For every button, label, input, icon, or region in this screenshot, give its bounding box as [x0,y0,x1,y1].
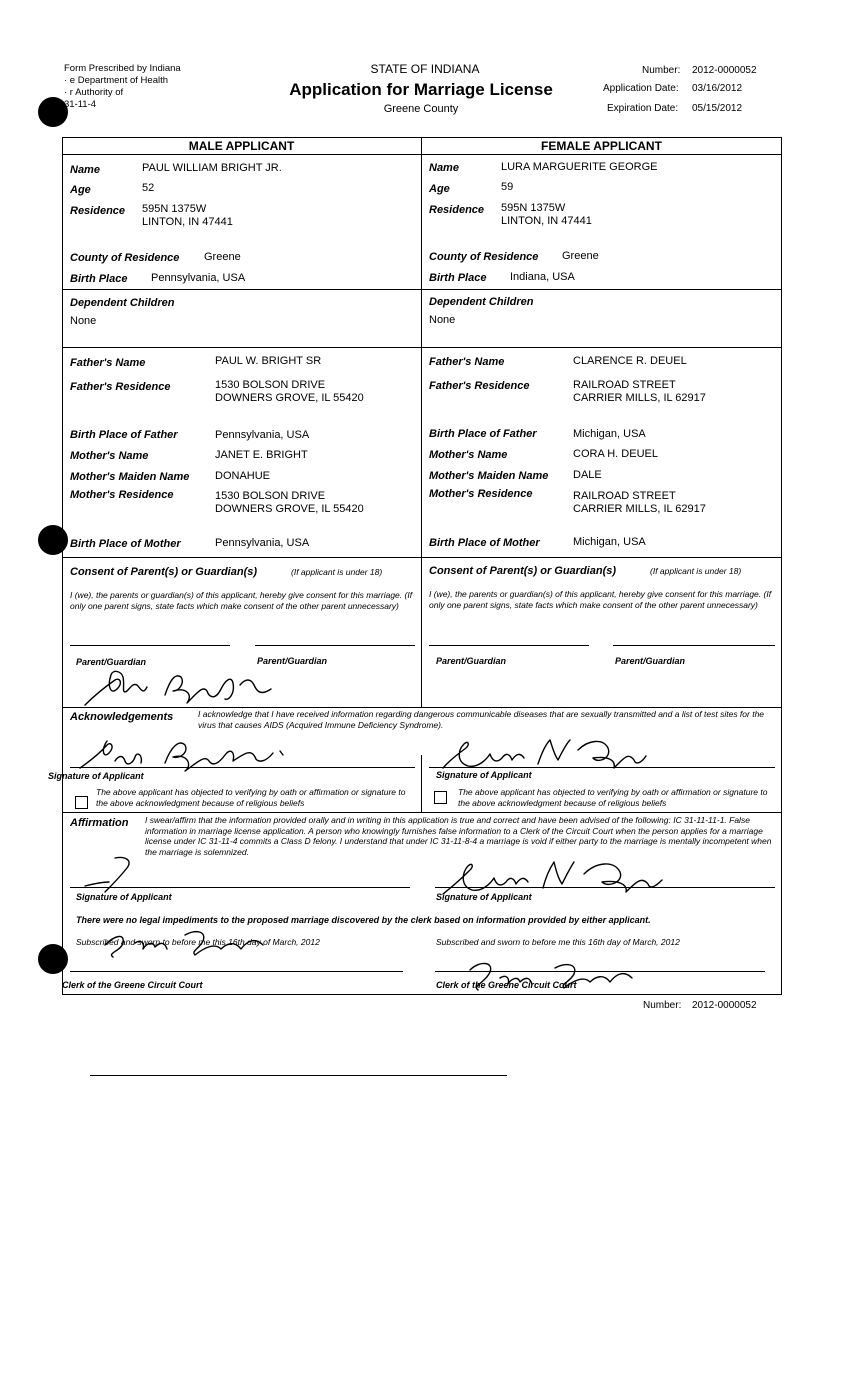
female-mothers-maiden: DALE [573,469,602,481]
female-clerk-label: Clerk of the Greene Circuit Court [436,980,577,990]
number-label: Number: [642,65,681,76]
male-dependent: None [70,315,97,327]
female-affirm-sig-label: Signature of Applicant [436,892,532,902]
female-mothers-maiden-label: Mother's Maiden Name [429,470,549,482]
male-bp-mother-label: Birth Place of Mother [70,538,181,550]
acknowledgements-text: I acknowledge that I have received information regarding dangerous communicable diseases that are sexually transmitted and a list of test sites for the virus that causes AIDS (Acquired Immune Deficiency Syndrome). [198,709,765,730]
male-fathers-name-label: Father's Name [70,357,146,369]
male-fathers-name: PAUL W. BRIGHT SR [215,355,322,367]
female-parent-guardian-1: Parent/Guardian [436,656,507,666]
female-subscribed-text: Subscribed and sworn to before me this 16th day of March, 2012 [436,937,680,947]
female-fathers-name: CLARENCE R. DEUEL [573,355,687,367]
clerk-signature-right [460,950,650,995]
male-applicant-header: MALE APPLICANT [188,139,295,153]
female-consent-text: I (we), the parents or guardian(s) of this applicant, hereby give consent for this marriage. (If only one parent signs, state facts which make consent of the other parent unnecessary) [429,589,772,610]
male-consent-text: I (we), the parents or guardian(s) of this applicant, hereby give consent for this marriage. (If only one parent signs, state facts which make consent of the other parent unnecessary) [70,590,413,611]
footer-number-label: Number: [643,1000,682,1011]
male-fathers-res-label: Father's Residence [70,381,171,393]
male-objected-checkbox[interactable] [75,796,88,809]
female-dependent: None [429,314,456,326]
male-parent-guardian-1: Parent/Guardian [76,657,147,667]
female-bp-father: Michigan, USA [573,428,646,440]
male-clerk-label: Clerk of the Greene Circuit Court [62,980,203,990]
female-mothers-res-label: Mother's Residence [429,488,533,500]
male-bp-mother: Pennsylvania, USA [215,537,310,549]
female-name: LURA MARGUERITE GEORGE [501,161,658,173]
affirmation-title: Affirmation [70,817,129,829]
male-mothers-maiden: DONAHUE [215,470,271,482]
female-birth-place: Indiana, USA [510,271,575,283]
female-objected-checkbox[interactable] [434,791,447,804]
female-age: 59 [501,181,514,193]
number-value: 2012-0000052 [692,65,757,76]
affirmation-text: I swear/affirm that the information provided orally and in writing in this application is true and correct and have been advised of the following: IC 31-11-11-1. False information in marriage license application. A person who knowingly furnishes false information to a Clerk of the Circuit Court when the person applies for a marriage license under IC 31-11-4 commits a Class D felony. I understand that under IC 31-11-8-4 a marriage is void if either party to the marriage is mentally incompetent when the marriage is solemnized. [145,815,772,857]
male-name: PAUL WILLIAM BRIGHT JR. [142,162,282,174]
female-birth-place-label: Birth Place [429,272,487,284]
female-mothers-name-label: Mother's Name [429,449,508,461]
acknowledgements-title: Acknowledgements [70,711,174,723]
exp-date-label: Expiration Date: [607,103,679,114]
male-mothers-name-label: Mother's Name [70,450,149,462]
female-consent-title: Consent of Parent(s) or Guardian(s) [429,565,617,577]
female-county-label: County of Residence [429,251,539,263]
app-date-label: Application Date: [603,83,679,94]
female-ack-sig-label: Signature of Applicant [436,770,532,780]
male-name-label: Name [70,164,100,176]
female-bp-mother-label: Birth Place of Mother [429,537,540,549]
bottom-rule [90,1075,507,1076]
male-mothers-maiden-label: Mother's Maiden Name [70,471,190,483]
male-birth-place-label: Birth Place [70,273,128,285]
male-age: 52 [142,182,155,194]
column-divider [421,137,422,707]
male-residence-label: Residence [70,205,126,217]
female-fathers-res-label: Father's Residence [429,380,530,392]
exp-date-value: 05/15/2012 [692,103,743,114]
female-signature-affirm [438,850,668,900]
female-residence-label: Residence [429,204,485,216]
male-signature-affirm [75,850,155,900]
male-mothers-name: JANET E. BRIGHT [215,449,308,461]
female-mothers-name: CORA H. DEUEL [573,448,658,460]
male-ack-sig-label: Signature of Applicant [48,771,144,781]
female-objected-text: The above applicant has objected to verifying by oath or affirmation or signature to the above acknowledgment because of religious beliefs [458,787,768,808]
female-name-label: Name [429,162,459,174]
male-fathers-res: 1530 BOLSON DRIVE DOWNERS GROVE, IL 55420 [215,379,364,404]
male-county: Greene [204,251,241,263]
male-consent-note: (If applicant is under 18) [291,567,383,577]
prescribed-by: Form Prescribed by Indiana · e Department of Health · r Authority of 31-11-4 [64,63,181,110]
female-signature-ack [438,730,648,775]
county-heading: Greene County [383,103,459,115]
male-bp-father-label: Birth Place of Father [70,429,178,441]
male-age-label: Age [70,184,91,196]
male-signature-ack [75,733,295,773]
female-residence: 595N 1375W LINTON, IN 47441 [501,202,592,227]
no-impediments-statement: There were no legal impediments to the proposed marriage discovered by the clerk based on information provided by either applicant. [76,915,651,925]
state-heading: STATE OF INDIANA [370,62,480,76]
male-parent-guardian-2: Parent/Guardian [257,656,328,666]
male-mothers-res-label: Mother's Residence [70,489,174,501]
female-parent-guardian-2: Parent/Guardian [615,656,686,666]
male-bp-father: Pennsylvania, USA [215,429,310,441]
page-title: Application for Marriage License [289,80,553,99]
male-consent-title: Consent of Parent(s) or Guardian(s) [70,566,258,578]
footer-number: 2012-0000052 [692,1000,757,1011]
app-date-value: 03/16/2012 [692,83,743,94]
female-applicant-header: FEMALE APPLICANT [541,139,662,153]
clerk-signature-left [95,915,285,965]
male-objected-text: The above applicant has objected to verifying by oath or affirmation or signature to the above acknowledgment because of religious beliefs [96,787,406,808]
female-county: Greene [562,250,599,262]
female-consent-note: (If applicant is under 18) [650,566,742,576]
female-age-label: Age [429,183,450,195]
male-residence: 595N 1375W LINTON, IN 47441 [142,203,233,228]
male-affirm-sig-label: Signature of Applicant [76,892,172,902]
male-birth-place: Pennsylvania, USA [151,272,246,284]
male-dependent-label: Dependent Children [70,297,175,309]
male-county-label: County of Residence [70,252,180,264]
male-mothers-res: 1530 BOLSON DRIVE DOWNERS GROVE, IL 55420 [215,490,364,515]
female-bp-father-label: Birth Place of Father [429,428,537,440]
female-mothers-res: RAILROAD STREET CARRIER MILLS, IL 62917 [573,490,706,515]
male-subscribed-text: Subscribed and sworn to before me this 16th day of March, 2012 [76,937,320,947]
female-fathers-res: RAILROAD STREET CARRIER MILLS, IL 62917 [573,379,706,404]
female-dependent-label: Dependent Children [429,296,534,308]
female-bp-mother: Michigan, USA [573,536,646,548]
female-fathers-name-label: Father's Name [429,356,505,368]
male-signature-consent [75,665,275,710]
